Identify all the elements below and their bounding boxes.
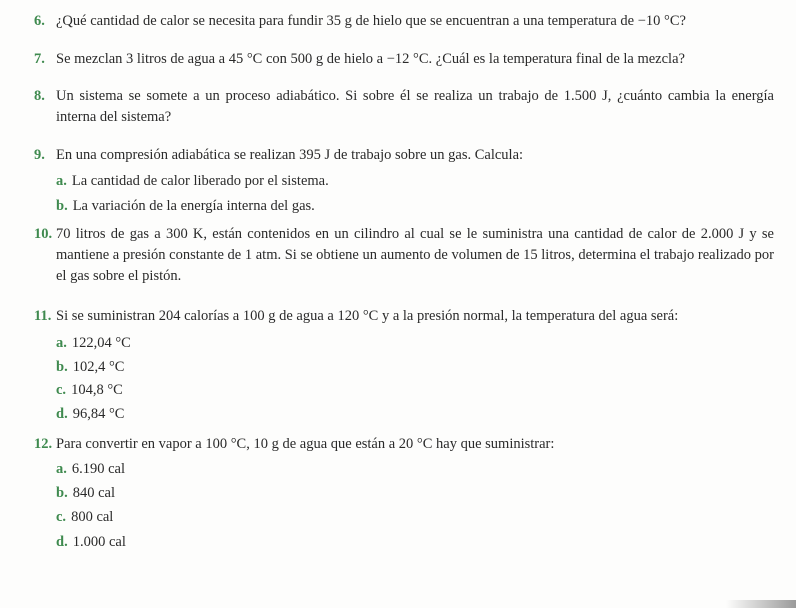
option-12b — [56, 483, 115, 503]
question-7 — [34, 49, 774, 70]
question-8 — [34, 86, 774, 128]
option-text: La cantidad de calor liberado por el sistema. — [71, 173, 329, 189]
question-11 — [34, 306, 774, 327]
question-text: Si se suministran 204 calorías a 100 g de agua a 120 °C y a la presión normal, la temperatura del agua será: — [56, 308, 679, 324]
question-9 — [34, 145, 774, 166]
option-12a — [56, 459, 125, 479]
question-text: Un sistema se somete a un proceso adiabático. Si sobre él se realiza un trabajo de 1.500 J, ¿cuánto cambia la energía interna del sistema? — [56, 88, 774, 125]
question-text: Se mezclan 3 litros de agua a 45 °C con 500 g de hielo a −12 °C. ¿Cuál es la temperatura final de la mezcla? — [56, 51, 685, 67]
question-number: 8. — [34, 88, 45, 104]
option-letter: a. — [56, 173, 67, 189]
option-text: 6.190 cal — [71, 461, 126, 477]
option-9a — [56, 171, 329, 191]
option-letter: c. — [56, 382, 67, 398]
question-text: Para convertir en vapor a 100 °C, 10 g de agua que están a 20 °C hay que suministrar: — [56, 436, 555, 452]
question-number: 7. — [34, 51, 45, 67]
option-letter: b. — [56, 198, 68, 214]
option-12c — [56, 507, 113, 527]
option-11d — [56, 404, 124, 424]
option-11a — [56, 333, 131, 353]
option-letter: a. — [56, 335, 67, 351]
option-text: 800 cal — [71, 509, 114, 525]
option-letter: d. — [56, 406, 68, 422]
question-number: 9. — [34, 147, 45, 163]
option-12d — [56, 532, 126, 552]
option-letter: d. — [56, 534, 68, 550]
option-9b — [56, 196, 315, 216]
question-text: 70 litros de gas a 300 K, están contenidos en un cilindro al cual se le suministra una cantidad de calor de 2.000 J y se mantiene a presión constante de 1 atm. Si se obtiene un aumento de volumen de 15 litros, determina el trabajo realizado por el gas sobre el pistón. — [56, 226, 774, 284]
question-number: 11. — [34, 308, 52, 324]
question-10 — [34, 224, 774, 287]
page-edge-shadow — [726, 600, 796, 608]
option-letter: c. — [56, 509, 67, 525]
option-text: 122,04 °C — [71, 335, 131, 351]
option-text: 840 cal — [72, 485, 115, 501]
question-6 — [34, 11, 774, 32]
option-11b — [56, 357, 124, 377]
question-12 — [34, 434, 774, 455]
option-text: La variación de la energía interna del gas. — [72, 198, 315, 214]
question-number: 12. — [34, 436, 53, 452]
option-letter: b. — [56, 485, 68, 501]
question-text: En una compresión adiabática se realizan 395 J de trabajo sobre un gas. Calcula: — [56, 147, 524, 163]
question-number: 10. — [34, 226, 53, 242]
option-text: 1.000 cal — [72, 534, 126, 550]
option-letter: b. — [56, 359, 68, 375]
question-number: 6. — [34, 13, 45, 29]
option-11c — [56, 380, 123, 400]
option-text: 96,84 °C — [72, 406, 125, 422]
option-text: 104,8 °C — [71, 382, 123, 398]
option-letter: a. — [56, 461, 67, 477]
option-text: 102,4 °C — [72, 359, 125, 375]
question-text: ¿Qué cantidad de calor se necesita para fundir 35 g de hielo que se encuentran a una temperatura de −10 °C? — [56, 13, 686, 29]
